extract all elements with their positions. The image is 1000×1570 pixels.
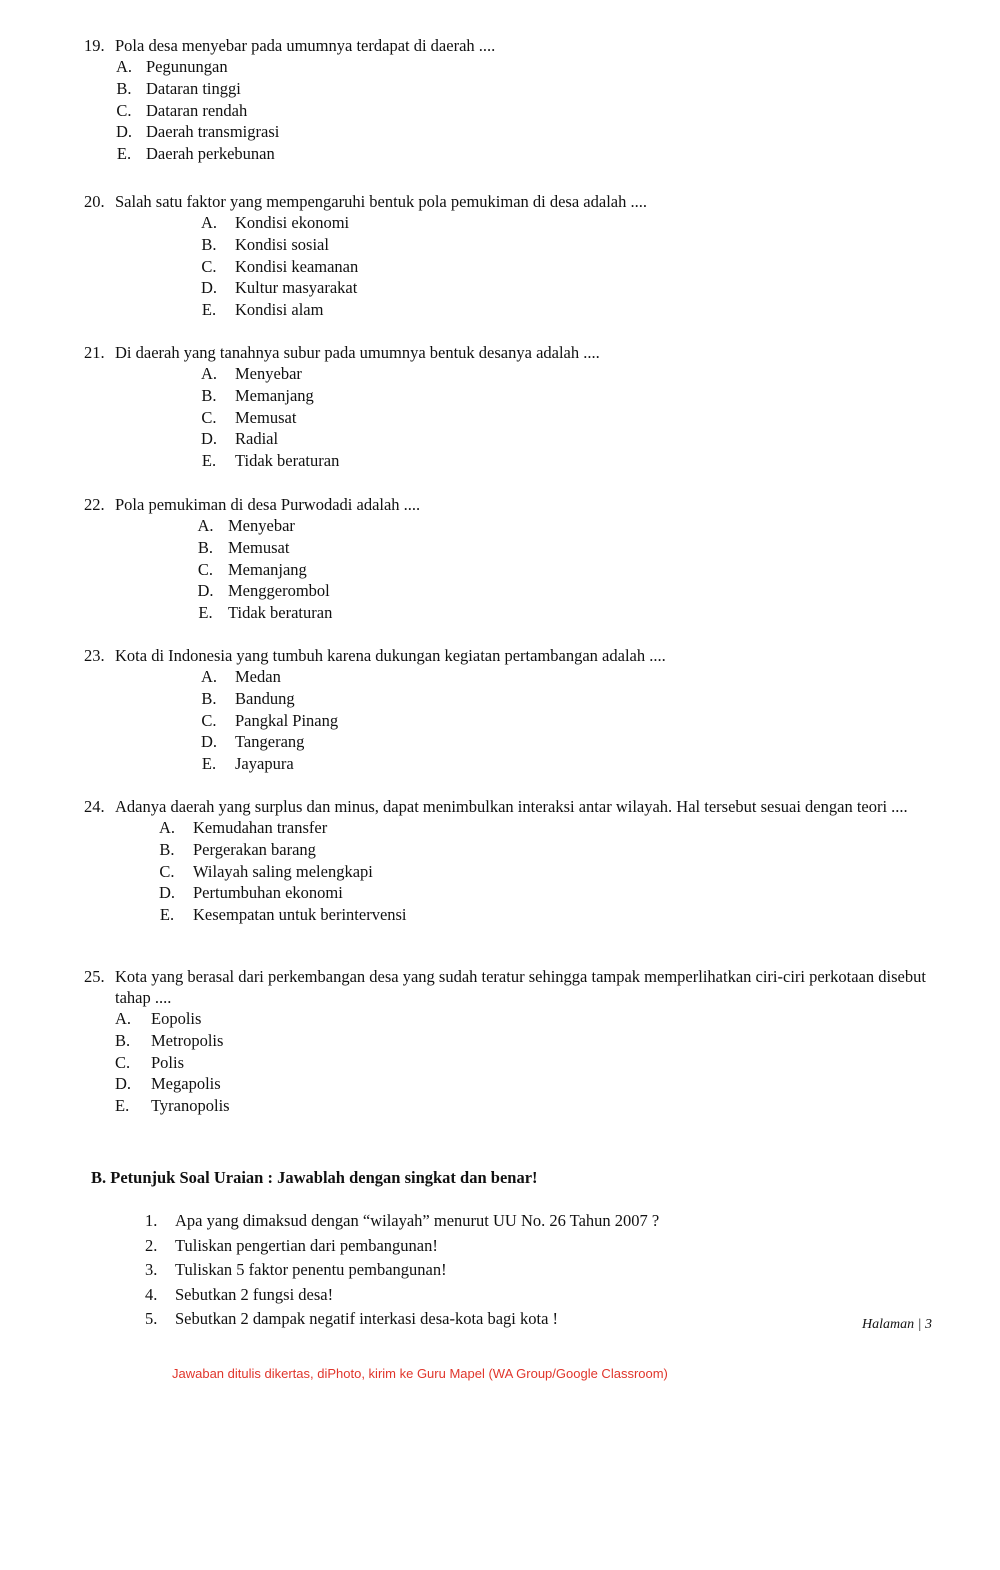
option-b: B. Metropolis [115,1030,224,1050]
option-a: A. Kondisi ekonomi [200,213,350,232]
essay-item: 4. Sebutkan 2 fungsi desa! [145,1284,334,1304]
essay-section-heading: B. Petunjuk Soal Uraian : Jawablah dengan singkat dan benar! [91,1168,538,1187]
question-text: Kota di Indonesia yang tumbuh karena dukungan kegiatan pertambangan adalah .... [115,646,666,665]
question-number: 19. [84,36,105,55]
option-d: D. Radial [200,429,279,449]
option-e: E. Jayapura [201,754,294,774]
option-c: C. Memusat [201,407,297,427]
option-d: D. Daerah transmigrasi [115,122,280,142]
question-text: Pola pemukiman di desa Purwodadi adalah .... [115,495,421,514]
option-e: E. Daerah perkebunan [116,144,275,164]
question-text: Salah satu faktor yang mempengaruhi bentuk pola pemukiman di desa adalah .... [115,192,647,211]
question-number: 24. [84,797,105,816]
question-23 [84,645,954,775]
option-a: A. Eopolis [115,1009,202,1028]
option-e: E. Tidak beraturan [198,603,333,623]
option-b: B. Memusat [197,537,290,557]
question-number: 21. [84,343,105,362]
option-a: A. Kemudahan transfer [158,818,328,837]
option-c: C. Polis [115,1052,185,1072]
question-22 [84,494,954,624]
option-d: D. Tangerang [200,732,305,752]
option-c: C. Kondisi keamanan [201,256,359,276]
essay-question-list [145,1209,785,1332]
option-a: A. Menyebar [200,364,302,383]
option-a: A. Medan [200,667,281,686]
question-text: Pola desa menyebar pada umumnya terdapat di daerah .... [115,36,496,55]
option-b: B. Kondisi sosial [201,234,329,254]
question-25 [84,966,954,1117]
question-text: Di daerah yang tanahnya subur pada umumnya bentuk desanya adalah .... [115,343,600,362]
option-d: D. Kultur masyarakat [200,278,358,298]
option-e: E. Tyranopolis [115,1096,230,1116]
option-a: A. Pegunungan [115,57,228,76]
option-b: B. Dataran tinggi [116,78,241,98]
option-b: B. Pergerakan barang [159,839,316,859]
question-number: 23. [84,646,105,665]
question-24 [84,796,954,926]
question-number: 20. [84,192,105,211]
option-c: C. Dataran rendah [116,100,248,120]
option-d: D. Pertumbuhan ekonomi [158,883,343,903]
option-d: D. Menggerombol [197,581,330,601]
option-e: E. Kesempatan untuk berintervensi [159,905,407,925]
question-19 [84,35,954,165]
essay-item: 2. Tuliskan pengertian dari pembangunan! [145,1235,438,1255]
option-d: D. Megapolis [115,1074,221,1094]
option-a: A. Menyebar [197,516,295,535]
option-e: E. Tidak beraturan [201,451,340,471]
question-20 [84,191,954,321]
question-text: Kota yang berasal dari perkembangan desa yang sudah teratur sehingga tampak memperlihatkan ciri-ciri perkotaan disebut tahap .... [115,967,926,1007]
essay-item: 5. Sebutkan 2 dampak negatif interkasi desa-kota bagi kota ! [145,1309,559,1328]
option-c: C. Memanjang [197,559,307,579]
question-number: 25. [84,967,105,986]
essay-item: 1. Apa yang dimaksud dengan “wilayah” menurut UU No. 26 Tahun 2007 ? [145,1211,660,1230]
option-b: B. Bandung [201,688,295,708]
option-e: E. Kondisi alam [201,300,324,320]
submission-note: Jawaban ditulis dikertas, diPhoto, kirim ke Guru Mapel (WA Group/Google Classroom) [172,1366,668,1381]
question-text: Adanya daerah yang surplus dan minus, dapat menimbulkan interaksi antar wilayah. Hal tersebut sesuai dengan teori .... [115,797,908,816]
option-c: C. Pangkal Pinang [201,710,339,730]
question-21 [84,342,954,472]
option-c: C. Wilayah saling melengkapi [159,861,373,881]
option-b: B. Memanjang [201,385,314,405]
page-number-label: Halaman | 3 [862,1317,932,1332]
question-number: 22. [84,495,105,514]
essay-item: 3. Tuliskan 5 faktor penentu pembangunan! [145,1260,447,1279]
